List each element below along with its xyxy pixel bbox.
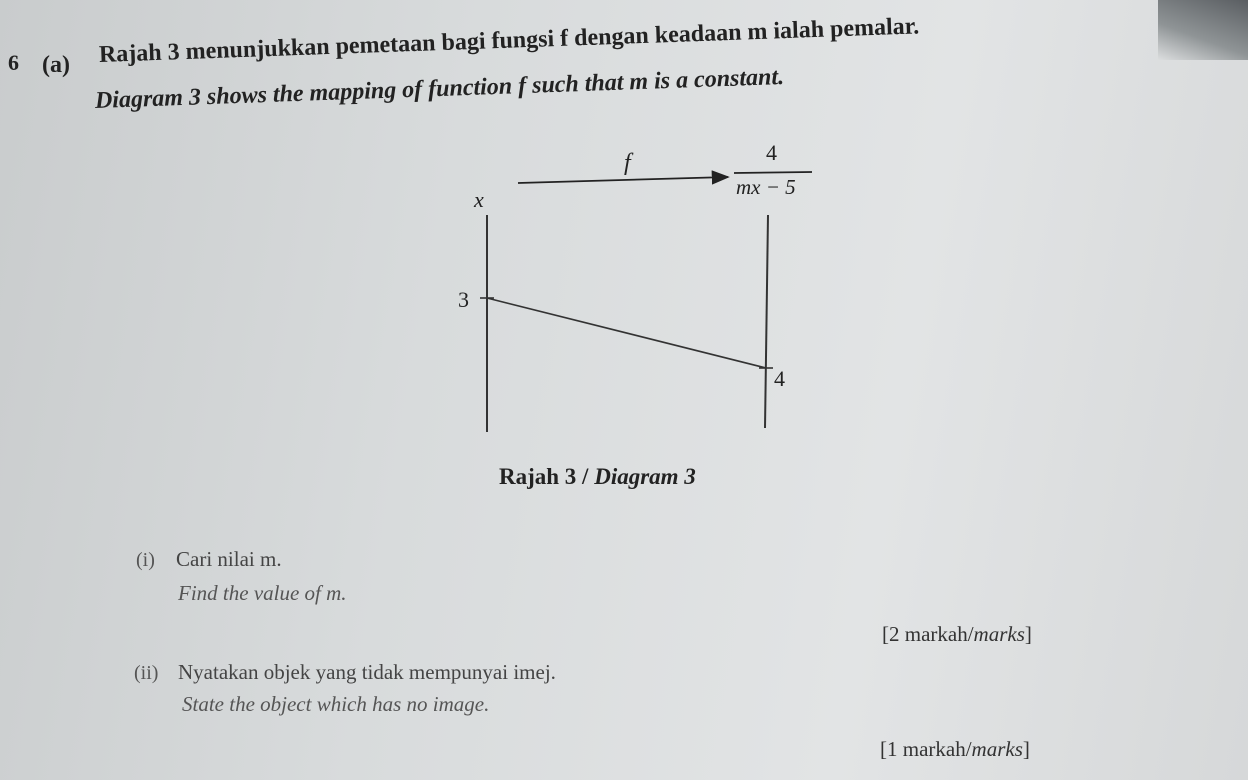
output-value-label: 4 xyxy=(774,366,785,391)
caption-malay: Rajah 3 / xyxy=(499,464,595,489)
diagram-caption xyxy=(499,464,696,490)
part-i-marks-malay: [2 markah/ xyxy=(882,622,974,646)
caption-english: Diagram 3 xyxy=(594,464,696,489)
part-i-marks-english: marks xyxy=(973,622,1025,646)
range-denominator: mx − 5 xyxy=(736,175,796,199)
mapping-line xyxy=(487,298,766,368)
fraction-bar xyxy=(734,172,812,173)
function-label: f xyxy=(624,150,631,176)
part-i-marks xyxy=(882,622,1032,647)
part-i-malay: Cari nilai m. xyxy=(176,547,282,571)
question-part-label: (a) xyxy=(42,52,70,78)
range-line xyxy=(765,215,768,428)
part-ii-marks-english: marks xyxy=(971,737,1023,761)
part-ii-english: State the object which has no image. xyxy=(182,692,490,716)
range-numerator: 4 xyxy=(766,140,777,165)
question-number: 6 xyxy=(8,50,19,75)
part-i-marks-close: ] xyxy=(1024,622,1032,646)
part-ii-malay: Nyatakan objek yang tidak mempunyai imej. xyxy=(178,660,556,684)
part-ii-marks-close: ] xyxy=(1022,737,1030,761)
part-ii-marks xyxy=(880,737,1030,762)
part-i-english: Find the value of m. xyxy=(178,581,347,605)
question-stem-english: Diagram 3 shows the mapping of function f such that m is a constant. xyxy=(94,63,785,114)
question-stem-malay: Rajah 3 menunjukkan pemetaan bagi fungsi f dengan keadaan m ialah pemalar. xyxy=(98,13,920,68)
domain-label: x xyxy=(474,187,484,212)
part-ii-marks-malay: [1 markah/ xyxy=(880,737,972,761)
part-i-number: (i) xyxy=(136,549,155,571)
part-ii-number: (ii) xyxy=(134,662,159,684)
function-arrow xyxy=(518,177,728,183)
input-value-label: 3 xyxy=(458,287,469,312)
